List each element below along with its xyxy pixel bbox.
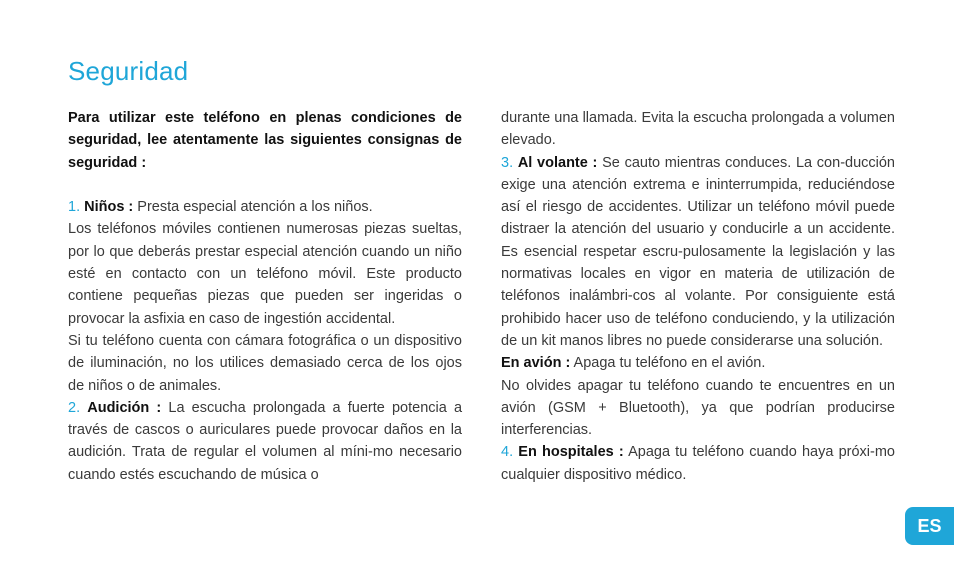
section-lead-text: Presta especial atención a los niños.: [137, 199, 373, 216]
section-body-text: Apaga tu teléfono cuando haya próxi-mo cualquier dispositivo médico.: [501, 444, 895, 483]
section-heading: Niños :: [84, 199, 134, 216]
section-heading: Al volante :: [517, 154, 598, 171]
section-number: 1.: [68, 199, 81, 216]
section-audicion-paragraph: [68, 397, 462, 486]
section-ninos-lead: [68, 196, 462, 218]
section-audicion-continued: durante una llamada. Evita la escucha prolongada a volumen elevado.: [501, 110, 895, 149]
section-lead-text: Apaga tu teléfono en el avión.: [573, 355, 766, 372]
section-heading: En avión :: [501, 355, 571, 372]
intro-paragraph: Para utilizar este teléfono en plenas condiciones de seguridad, lee atentamente las siguientes consignas de seguridad :: [68, 110, 462, 171]
section-heading: Audición :: [87, 399, 162, 416]
section-avion-paragraph: No olvides apagar tu teléfono cuando te encuentres en un avión (GSM + Bluetooth), ya que podrían producirse interferencias.: [501, 377, 895, 439]
section-number: 4.: [501, 444, 514, 461]
language-badge: ES: [905, 507, 954, 545]
section-ninos-paragraph-1: Los teléfonos móviles contienen numerosas piezas sueltas, por lo que deberás prestar especial atención cuando un niño esté en contacto con un teléfono móvil. Este producto contiene pequeñas piezas que pueden ser ingeridas o provocar la asfixia en caso de ingestión accidental.: [68, 221, 462, 327]
section-volante-paragraph: [501, 152, 895, 353]
section-heading: En hospitales :: [518, 444, 624, 461]
page-title: Seguridad: [68, 56, 189, 86]
right-column: [501, 107, 895, 486]
section-hospitales-paragraph: [501, 441, 895, 486]
section-number: 3.: [501, 154, 514, 171]
section-body-text: Se cauto mientras conduces. La con-ducción exige una atención extrema e ininterrumpida, reduciéndose así el riesgo de accidentes. Utilizar un teléfono móvil puede distraer la atención del usuario y conducirle a un accidente. Es esencial respetar escru-pulosamente la legislación y las normativas locales en vigor en materia de utilización de teléfonos inalámbri-cos al volante. Por consiguiente está prohibido hacer uso de teléfono conduciendo, y la utilización de un kit manos libres no puede considerarse una solución.: [501, 154, 895, 349]
section-body-text: La escucha prolongada a fuerte potencia a través de cascos o auriculares puede provocar daños en la audición. Trata de regular el volumen al míni-mo necesario cuando estés escuchando de música o: [68, 399, 463, 483]
left-column: [68, 107, 462, 486]
section-number: 2.: [68, 399, 81, 416]
section-ninos-paragraph-2: Si tu teléfono cuenta con cámara fotográfica o un dispositivo de iluminación, no los utilices demasiado cerca de los ojos de niños o de animales.: [68, 332, 462, 394]
section-avion-lead: [501, 352, 895, 374]
